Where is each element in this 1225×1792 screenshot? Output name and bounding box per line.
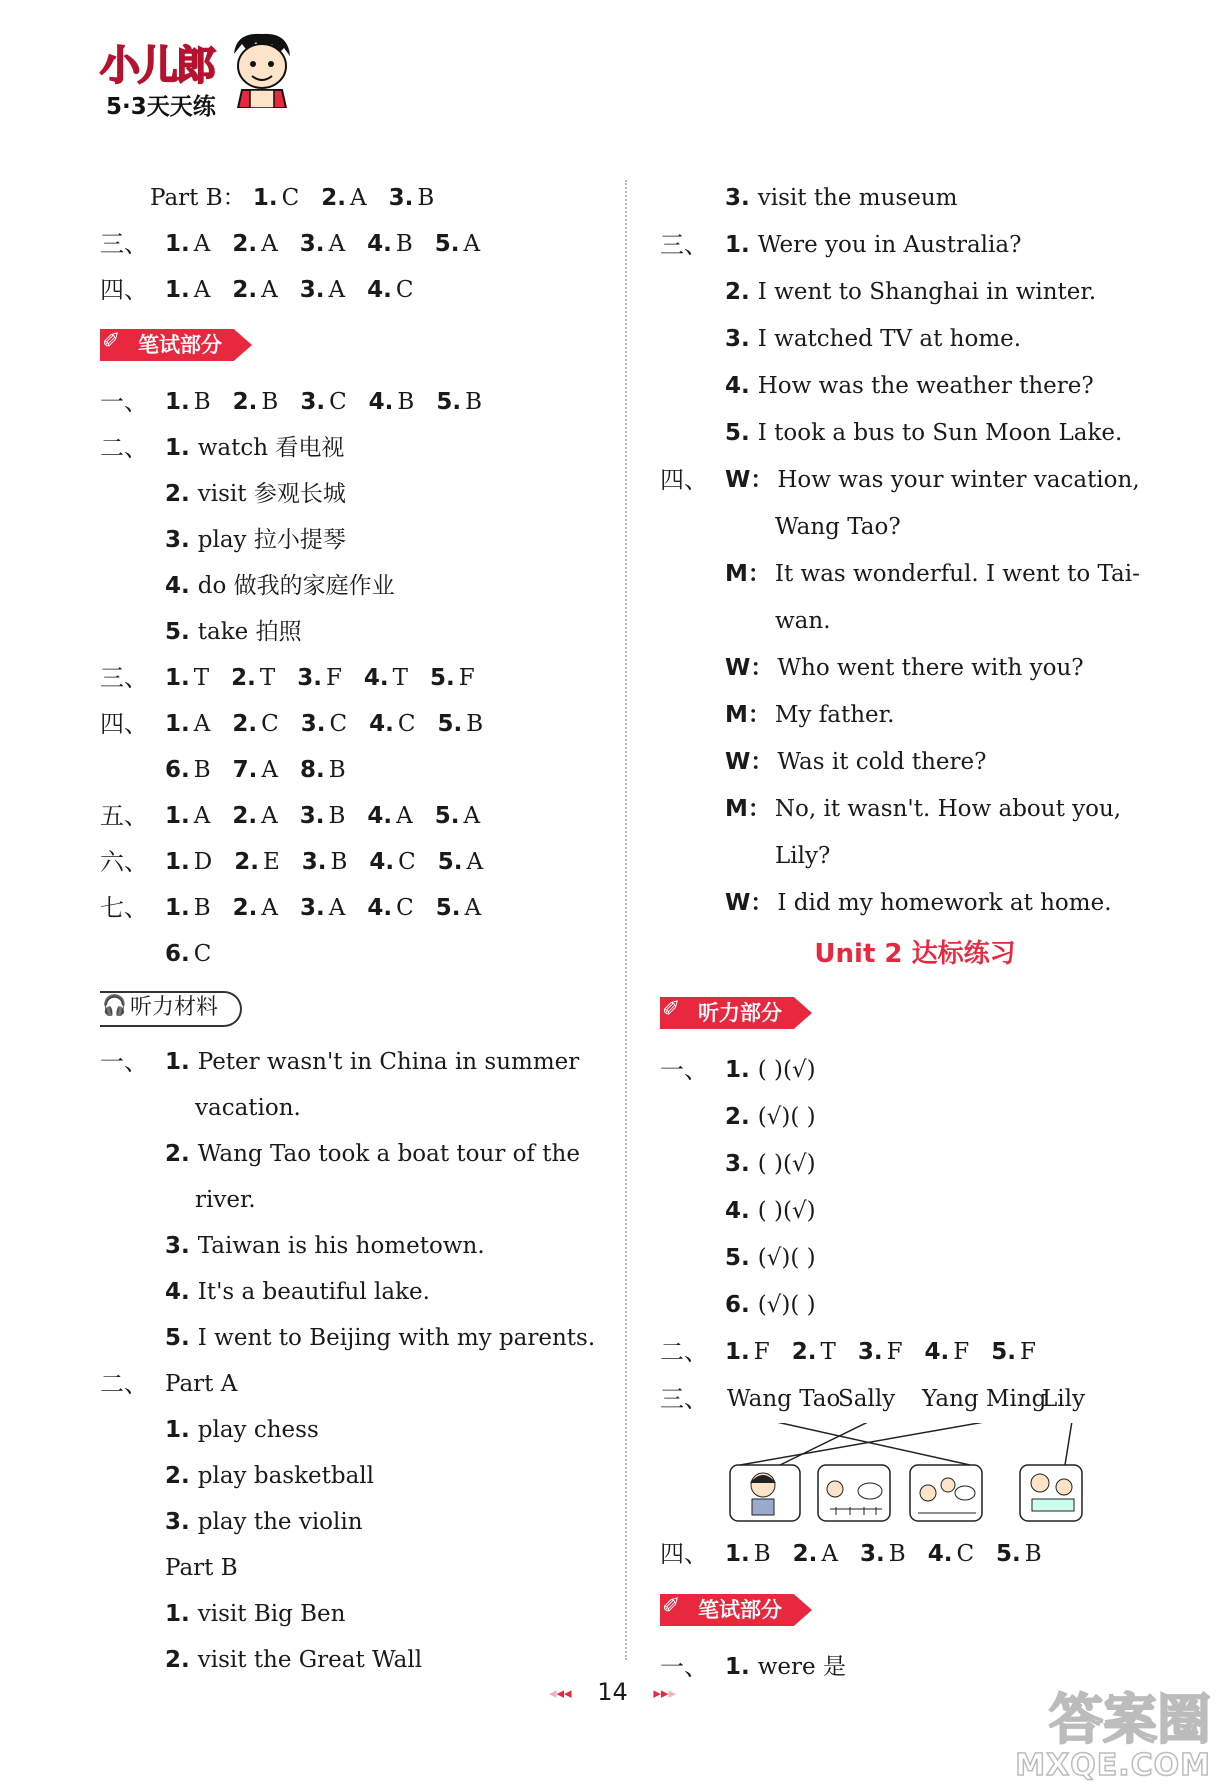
right-column [660,175,1170,1691]
answer-row [100,175,620,221]
answer-row: 一、 1. ( )(√) [660,1047,1170,1094]
answer-item: 5. A [437,849,484,875]
arrow-right-icon: ▸▸ [653,1684,669,1702]
section-label: 三、 [660,231,708,259]
dialog-row: W： Was it cold there? [725,749,987,775]
answer-item: 8. B [300,757,346,783]
material-row: 4. It's a beautiful lake. [165,1279,430,1305]
section-label: 一、 [660,1653,708,1681]
arrow-left-icon: ◂◂ [556,1684,572,1702]
section-label: 二、 [660,1338,708,1366]
section-label: 四、 [100,710,148,738]
answer-row [100,655,620,701]
page-number: 14 [597,1678,628,1706]
answer-row: 2. visit 参观长城 [165,481,346,507]
section-label: 三、 [100,664,148,692]
answer-item: 3. B [299,803,346,829]
answer-item: 4. C [369,711,416,737]
material-row: 2. play basketball [165,1463,375,1489]
part-label: Part B： [150,185,246,211]
answer-item: 5. F [430,665,475,691]
name-sally: Sally [838,1386,896,1412]
answer-item: 5. A [434,803,481,829]
material-row: river. [195,1187,256,1213]
answer-row: 2. (√)( ) [725,1104,816,1130]
answer-item: 5. A [434,231,481,257]
brand-name: 小儿郎 [100,43,214,89]
answer-item: 4. T [363,665,408,691]
dialog-row: wan. [775,608,831,634]
answer-item: 4. C [927,1541,975,1567]
answer-row: 3. play 拉小提琴 [165,527,346,553]
section-label: 四、 [660,466,708,494]
picture-children-sheep-icon [910,1465,982,1521]
answer-item: 2. C [232,711,279,737]
matching-pictures [660,1423,1170,1523]
section-label: 四、 [660,1540,708,1568]
answer-item: 3. C [300,389,347,415]
material-row: 1. visit Big Ben [165,1601,346,1627]
answer-item: 5. B [996,1541,1042,1567]
dialog-row: Wang Tao? [775,514,901,540]
name-yang-ming: Yang Ming [922,1386,1047,1412]
answer-row [100,839,620,885]
material-row: 2. I went to Shanghai in winter. [725,279,1097,305]
answer-item: 6. C [165,941,212,967]
matching-names-row [660,1376,1170,1423]
answer-row [100,379,620,425]
answer-item: 2. A [232,803,278,829]
answer-item: 3. F [857,1339,903,1365]
listening-material-label: 🎧 听力材料 [100,983,620,1033]
answer-row: 6. (√)( ) [725,1292,816,1318]
brand-subtitle: 5·3天天练 [106,94,216,120]
matching-lines [660,1423,1170,1523]
section-label: 一、 [660,1056,708,1084]
answer-item: 5. B [436,389,482,415]
dialog-row: 四、 W： How was your winter vacation, [660,457,1170,504]
answer-item: 3. A [300,895,346,921]
cartoon-boy-icon [228,30,296,108]
section-label: 二、 [100,1370,148,1398]
material-row: 4. How was the weather there? [725,373,1094,399]
unit-title: Unit 2 达标练习 [814,939,1016,969]
answer-item: 2. B [232,389,279,415]
answer-row [100,701,620,747]
column-divider [625,180,627,1660]
material-row: 3. play the violin [165,1509,363,1535]
material-row: 2. Wang Tao took a boat tour of the [165,1141,580,1167]
material-row: 三、 1. Were you in Australia? [660,222,1170,269]
answer-row: 4. ( )(√) [725,1198,816,1224]
dialog-row: M： It was wonderful. I went to Tai- [725,561,1140,587]
name-wang-tao: Wang Tao [727,1386,841,1412]
material-row: 5. I took a bus to Sun Moon Lake. [725,420,1123,446]
answer-item: 4. A [367,803,413,829]
answer-row [100,885,620,931]
material-row: 3. Taiwan is his hometown. [165,1233,485,1259]
section-label: 一、 [100,1048,148,1076]
answer-item: 5. F [991,1339,1036,1365]
answer-item: 2. T [231,665,276,691]
answer-item: 5. B [437,711,484,737]
answer-item: 1. A [165,711,211,737]
section-label: 七、 [100,894,148,922]
section-label: 五、 [100,802,148,830]
answer-item: 3. A [299,277,346,303]
answer-item: 3. B [388,185,435,211]
section-banner-listening: ✐ 听力部分 [660,989,1170,1039]
answer-item: 3. B [301,849,348,875]
answer-item: 4. C [367,277,414,303]
section-label: 三、 [100,230,148,258]
answer-item: 1. D [165,849,213,875]
pencil-icon: ✐ [662,997,681,1022]
answer-row [100,747,620,793]
section-label: 六、 [100,848,148,876]
answer-row: 5. take 拍照 [165,619,302,645]
answer-item: 2. A [792,1541,839,1567]
answer-item: 5. A [435,895,482,921]
pencil-icon: ✐ [662,1594,681,1619]
answer-item: 3. F [297,665,342,691]
section-label: 三、 [660,1385,708,1413]
answer-item: 1. B [725,1541,771,1567]
answer-item: 4. C [369,849,416,875]
section-banner-written: ✐ 笔试部分 [100,321,620,371]
answer-item: 4. F [924,1339,970,1365]
answer-row [660,1531,1170,1578]
answer-row [100,267,620,313]
pencil-icon: ✐ [102,329,121,354]
material-row: Part B [165,1555,238,1581]
answer-item: 3. C [300,711,348,737]
answer-item: 3. B [860,1541,906,1567]
material-row: vacation. [195,1095,301,1121]
answer-item: 2. A [321,185,367,211]
material-row: 1. play chess [165,1417,319,1443]
dialog-row: M： No, it wasn't. How about you, [725,796,1122,822]
answer-item: 1. T [165,665,210,691]
answer-row: 5. (√)( ) [725,1245,816,1271]
answer-item: 1. A [165,277,211,303]
picture-girl-homework-icon [1020,1465,1082,1521]
answer-item: 2. A [232,277,278,303]
picture-farm-animals-icon [818,1465,890,1521]
answer-row [660,1329,1170,1376]
answer-item: 6. B [165,757,211,783]
answer-item: 7. A [232,757,279,783]
answer-item: 1. C [252,185,300,211]
headphones-icon: 🎧 [102,993,127,1017]
material-row: 一、 1. Peter wasn't in China in summer [100,1039,620,1085]
answer-item: 2. T [791,1339,836,1365]
section-label: 一、 [100,388,148,416]
dialog-row: W： Who went there with you? [725,655,1084,681]
answer-item: 4. C [367,895,414,921]
name-lily: Lily [1042,1386,1085,1412]
watermark: 答案圈 MXQE.COM [1015,1688,1211,1784]
answer-row [100,221,620,267]
answer-item: 1. B [165,895,211,921]
material-row: 2. visit the Great Wall [165,1647,423,1673]
answer-item: 4. B [367,231,413,257]
answer-item: 2. E [234,849,280,875]
dialog-row: M： My father. [725,702,895,728]
dialog-row: W： I did my homework at home. [725,890,1112,916]
brand-logo [100,30,300,120]
answer-item: 1. B [165,389,211,415]
answer-row: 4. do 做我的家庭作业 [165,573,395,599]
answer-row [100,931,620,977]
answer-item: 1. F [725,1339,770,1365]
answer-item: 1. A [165,803,211,829]
section-label: 二、 [100,434,148,462]
answer-item: 4. B [368,389,415,415]
section-label: 四、 [100,276,148,304]
material-row: 3. I watched TV at home. [725,326,1022,352]
answer-item: 2. A [232,231,278,257]
left-column [100,175,620,1683]
material-row: 5. I went to Beijing with my parents. [165,1325,596,1351]
answer-row: 二、 1. watch 看电视 [100,425,620,471]
answer-row: 3. ( )(√) [725,1151,816,1177]
answer-row [100,793,620,839]
material-row: 二、 Part A [100,1361,620,1407]
answer-item: 3. A [299,231,346,257]
answer-item: 1. A [165,231,211,257]
arrow-left-icon: ◂ [548,1684,557,1702]
section-banner-written: ✐ 笔试部分 [660,1586,1170,1636]
answer-item: 2. A [232,895,279,921]
dialog-row: Lily? [775,843,831,869]
material-row: 3. visit the museum [725,185,958,211]
picture-boy-eating-icon [730,1465,800,1521]
answer-row: 一、 1. were 是 [660,1644,1170,1691]
arrow-right-icon: ▸ [668,1684,676,1702]
